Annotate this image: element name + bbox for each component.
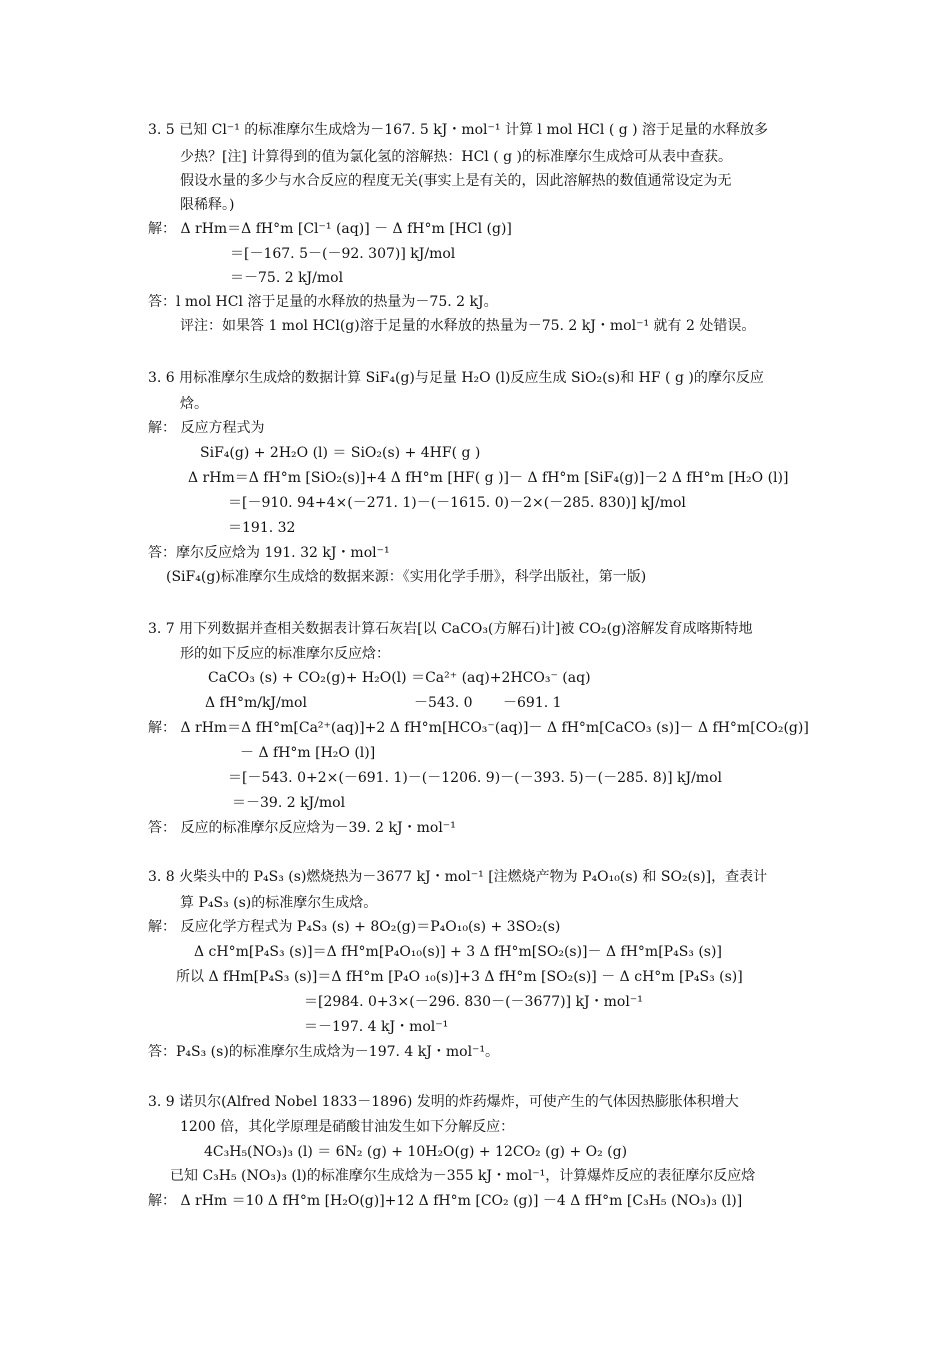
problem-3-5-line-2: 少热？[注] 计算得到的值为氯化氢的溶解热：HCl ( g )的标准摩尔生成焓可从表中查获。 <box>180 149 733 165</box>
problem-3-5-answer: 答：l mol HCl 溶于足量的水释放的热量为－75. 2 kJ。 <box>148 294 498 310</box>
problem-3-8-solution: 解： 反应化学方程式为 P₄S₃ (s) + 8O₂(g)＝P₄O₁₀(s) + 3SO₂(s) <box>148 919 561 935</box>
problem-3-8-therefore: 所以 Δ fHm[P₄S₃ (s)]＝Δ fH°m [P₄O ₁₀(s)]+3 Δ fH°m [SO₂(s)] － Δ cH°m [P₄S₃ (s)] <box>176 969 743 985</box>
problem-3-7-solution: 解： Δ rHm＝Δ fH°m[Ca²⁺(aq)]+2 Δ fH°m[HCO₃⁻(aq)]－ Δ fH°m[CaCO₃ (s)]－ Δ fH°m[CO₂(g)] <box>148 720 809 736</box>
problem-3-5-step-2: ＝－75. 2 kJ/mol <box>230 270 344 286</box>
problem-3-9-line-2: 1200 倍，其化学原理是硝酸甘油发生如下分解反应： <box>180 1119 515 1135</box>
problem-3-7-answer: 答： 反应的标准摩尔反应焓为－39. 2 kJ・mol⁻¹ <box>148 820 456 836</box>
problem-3-5-line-1: 3. 5 已知 Cl⁻¹ 的标准摩尔生成焓为－167. 5 kJ・mol⁻¹ 计算 l mol HCl ( g ) 溶于足量的水释放多 <box>148 122 769 138</box>
problem-3-6-equation: SiF₄(g) + 2H₂O (l) ＝ SiO₂(s) + 4HF( g ) <box>200 445 481 461</box>
problem-3-5-solution: 解： Δ rHm＝Δ fH°m [Cl⁻¹ (aq)] － Δ fH°m [HCl (g)] <box>148 221 512 237</box>
problem-3-6-step-1: ＝[－910. 94+4×(－271. 1)－(－1615. 0)－2×(－285. 830)] kJ/mol <box>228 495 686 511</box>
problem-3-9-solution: 解： Δ rHm ＝10 Δ fH°m [H₂O(g)]+12 Δ fH°m [CO₂ (g)] －4 Δ fH°m [C₃H₅ (NO₃)₃ (l)] <box>148 1193 743 1209</box>
problem-3-9-equation: 4C₃H₅(NO₃)₃ (l) ＝ 6N₂ (g) + 10H₂O(g) + 12CO₂ (g) + O₂ (g) <box>204 1144 628 1160</box>
problem-3-8-line-1: 3. 8 火柴头中的 P₄S₃ (s)燃烧热为－3677 kJ・mol⁻¹ [注燃烧产物为 P₄O₁₀(s) 和 SO₂(s)]，查表计 <box>148 869 768 885</box>
problem-3-7-data-value-2: －691. 1 <box>503 695 562 711</box>
problem-3-9-given: 已知 C₃H₅ (NO₃)₃ (l)的标准摩尔生成焓为－355 kJ・mol⁻¹，计算爆炸反应的表征摩尔反应焓 <box>170 1168 756 1184</box>
problem-3-7-step-2: ＝－39. 2 kJ/mol <box>232 795 346 811</box>
problem-3-8-line-2: 算 P₄S₃ (s)的标准摩尔生成焓。 <box>180 895 378 911</box>
problem-3-7-data-label: Δ fH°m/kJ/mol <box>205 695 307 711</box>
problem-3-9-line-1: 3. 9 诺贝尔(Alfred Nobel 1833－1896) 发明的炸药爆炸，可使产生的气体因热膨胀体积增大 <box>148 1094 739 1110</box>
problem-3-6-answer: 答：摩尔反应焓为 191. 32 kJ・mol⁻¹ <box>148 545 390 561</box>
problem-3-5-comment: 评注：如果答 1 mol HCl(g)溶于足量的水释放的热量为－75. 2 kJ・mol⁻¹ 就有 2 处错误。 <box>180 318 756 334</box>
problem-3-8-relation: Δ cH°m[P₄S₃ (s)]＝Δ fH°m[P₄O₁₀(s)] + 3 Δ fH°m[SO₂(s)]－ Δ fH°m[P₄S₃ (s)] <box>194 944 722 960</box>
problem-3-8-step-2: ＝－197. 4 kJ・mol⁻¹ <box>304 1019 449 1035</box>
problem-3-7-line-1: 3. 7 用下列数据并查相关数据表计算石灰岩[以 CaCO₃(方解石)计]被 CO₂(g)溶解发育成喀斯特地 <box>148 621 753 637</box>
problem-3-7-step-1: ＝[－543. 0+2×(－691. 1)－(－1206. 9)－(－393. 5)－(－285. 8)] kJ/mol <box>228 770 722 786</box>
problem-3-6-line-2: 焓。 <box>180 396 208 412</box>
problem-3-6-solution: 解： 反应方程式为 <box>148 420 265 436</box>
problem-3-6-step-2: ＝191. 32 <box>228 520 296 536</box>
problem-3-8-step-1: ＝[2984. 0+3×(－296. 830－(－3677)] kJ・mol⁻¹ <box>304 994 643 1010</box>
problem-3-8-answer: 答：P₄S₃ (s)的标准摩尔生成焓为－197. 4 kJ・mol⁻¹。 <box>148 1044 500 1060</box>
problem-3-5-line-3: 假设水量的多少与水合反应的程度无关(事实上是有关的，因此溶解热的数值通常设定为无 <box>180 173 732 189</box>
problem-3-7-equation: CaCO₃ (s) + CO₂(g)+ H₂O(l) ＝Ca²⁺ (aq)+2HCO₃⁻ (aq) <box>208 670 591 686</box>
problem-3-7-data-value-1: －543. 0 <box>414 695 473 711</box>
problem-3-5-step-1: ＝[－167. 5－(－92. 307)] kJ/mol <box>230 246 456 262</box>
problem-3-7-solution-cont: － Δ fH°m [H₂O (l)] <box>240 745 376 761</box>
problem-3-6-source: (SiF₄(g)标准摩尔生成焓的数据来源：《实用化学手册》，科学出版社，第一版) <box>166 569 647 585</box>
problem-3-7-line-2: 形的如下反应的标准摩尔反应焓： <box>180 646 390 662</box>
problem-3-6-enthalpy: Δ rHm＝Δ fH°m [SiO₂(s)]+4 Δ fH°m [HF( g )]－ Δ fH°m [SiF₄(g)]－2 Δ fH°m [H₂O (l)] <box>188 470 789 486</box>
problem-3-6-line-1: 3. 6 用标准摩尔生成焓的数据计算 SiF₄(g)与足量 H₂O (l)反应生成 SiO₂(s)和 HF ( g )的摩尔反应 <box>148 370 764 386</box>
problem-3-5-line-4: 限稀释。) <box>180 197 235 213</box>
